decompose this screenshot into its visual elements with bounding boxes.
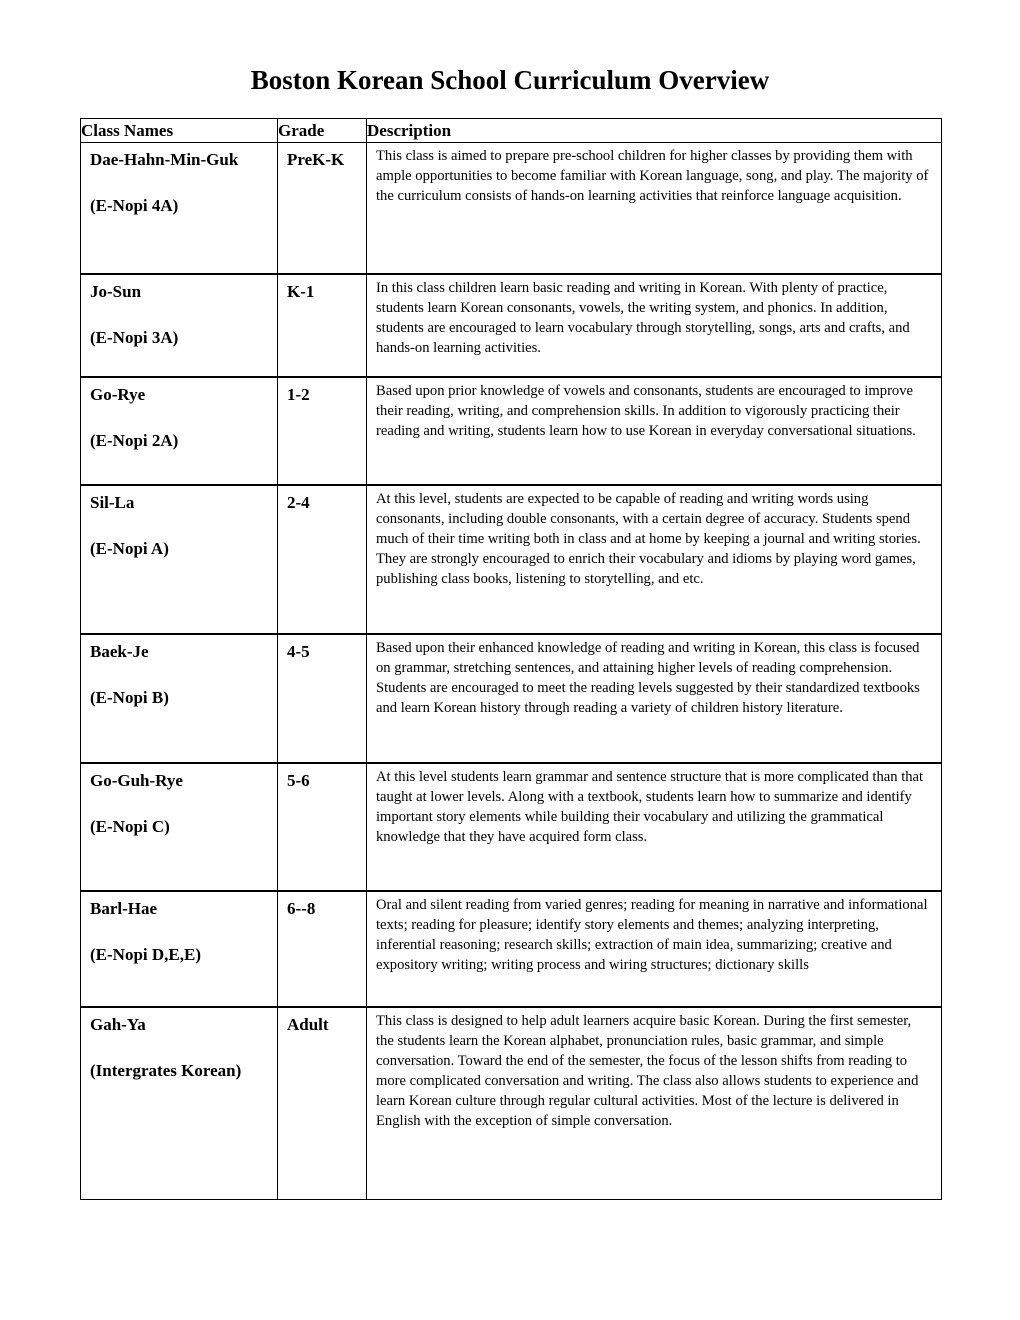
grade-cell: PreK-K: [278, 143, 367, 274]
table-row: [81, 1007, 942, 1200]
page-title: Boston Korean School Curriculum Overview: [250, 65, 770, 95]
class-name-cell: [81, 274, 278, 377]
header-class-names: Class Names: [81, 119, 278, 143]
class-name-cell: [81, 891, 278, 1007]
class-name-cell: [81, 485, 278, 634]
table-row: [81, 634, 942, 763]
description-cell: Oral and silent reading from varied genres; reading for meaning in narrative and informational texts; reading for pleasure; identify story elements and themes; analyzing interpreting, inferential reasoning; research skills; extraction of main idea, summarizing; creative and expository writing; writing process and wiring structures; dictionary skills: [367, 891, 942, 1007]
table-row: [81, 485, 942, 634]
class-alt-name: (E-Nopi D,E,E): [90, 944, 201, 964]
grade-cell: Adult: [278, 1007, 367, 1200]
description-cell: In this class children learn basic reading and writing in Korean. With plenty of practice, students learn Korean consonants, vowels, the writing system, and phonics. In addition, students are encouraged to learn vocabulary through storytelling, songs, arts and crafts, and hands-on learning activities.: [367, 274, 942, 377]
header-grade: Grade: [278, 119, 367, 143]
header-description: Description: [367, 119, 942, 143]
grade-cell: 2-4: [278, 485, 367, 634]
grade-cell: 4-5: [278, 634, 367, 763]
table-row: [81, 377, 942, 485]
class-alt-name: (E-Nopi 2A): [90, 430, 179, 450]
class-alt-name: (E-Nopi B): [90, 687, 169, 707]
table-header-row: [81, 119, 942, 143]
grade-cell: 6--8: [278, 891, 367, 1007]
description-cell: Based upon their enhanced knowledge of reading and writing in Korean, this class is focused on grammar, stretching sentences, and attaining higher levels of reading comprehension. Students are encouraged to meet the reading levels suggested by their standardized textbooks and learn Korean history through reading a variety of children history literature.: [367, 634, 942, 763]
class-alt-name: (Intergrates Korean): [90, 1060, 242, 1080]
description-cell: At this level students learn grammar and sentence structure that is more complicated than that taught at lower levels. Along with a textbook, students learn how to summarize and identify important story elements while building their vocabulary and utilizing the grammatical knowledge that they have acquired form class.: [367, 763, 942, 891]
class-name: Go-Guh-Rye: [90, 770, 183, 790]
class-name-cell: [81, 1007, 278, 1200]
class-name: Barl-Hae: [90, 898, 158, 918]
class-name: Dae-Hahn-Min-Guk: [90, 150, 239, 169]
description-cell: This class is designed to help adult learners acquire basic Korean. During the first semester, the students learn the Korean alphabet, pronunciation rules, basic grammar, and simple conversation. Toward the end of the semester, the focus of the lesson shifts from reading to more complicated conversation and writing. The class also allows students to experience and learn Korean culture through regular cultural activities. Most of the lecture is delivered in English with the exception of simple conversation.: [367, 1007, 942, 1200]
grade-cell: K-1: [278, 274, 367, 377]
class-name: Baek-Je: [90, 641, 149, 661]
class-name: Sil-La: [90, 492, 135, 512]
description-cell: This class is aimed to prepare pre-school children for higher classes by providing them with ample opportunities to become familiar with Korean language, song, and play. The majority of the curriculum consists of hands-on learning activities that reinforce language acquisition.: [367, 143, 942, 274]
class-name: Jo-Sun: [90, 281, 142, 301]
description-cell: At this level, students are expected to be capable of reading and writing words using consonants, including double consonants, with a certain degree of accuracy. Students spend much of their time writing both in class and at home by keeping a journal and writing stories. They are strongly encouraged to enrich their vocabulary and idioms by playing word games, publishing class books, listening to storytelling, and etc.: [367, 485, 942, 634]
class-name: Gah-Ya: [90, 1014, 146, 1034]
grade-cell: 5-6: [278, 763, 367, 891]
class-name: Go-Rye: [90, 384, 146, 404]
class-alt-name: (E-Nopi A): [90, 538, 169, 558]
table-row: [81, 143, 942, 274]
table-row: [81, 274, 942, 377]
class-name-cell: [81, 634, 278, 763]
class-name-cell: [81, 143, 278, 274]
class-name-cell: [81, 763, 278, 891]
class-alt-name: (E-Nopi C): [90, 816, 170, 836]
table-row: [81, 763, 942, 891]
table-row: [81, 891, 942, 1007]
curriculum-table: [80, 118, 942, 1200]
class-alt-name: (E-Nopi 4A): [90, 196, 179, 215]
grade-cell: 1-2: [278, 377, 367, 485]
class-name-cell: [81, 377, 278, 485]
description-cell: Based upon prior knowledge of vowels and consonants, students are encouraged to improve their reading, writing, and comprehension skills. In addition to vigorously practicing their reading and writing, students learn how to use Korean in everyday conversational situations.: [367, 377, 942, 485]
class-alt-name: (E-Nopi 3A): [90, 327, 179, 347]
